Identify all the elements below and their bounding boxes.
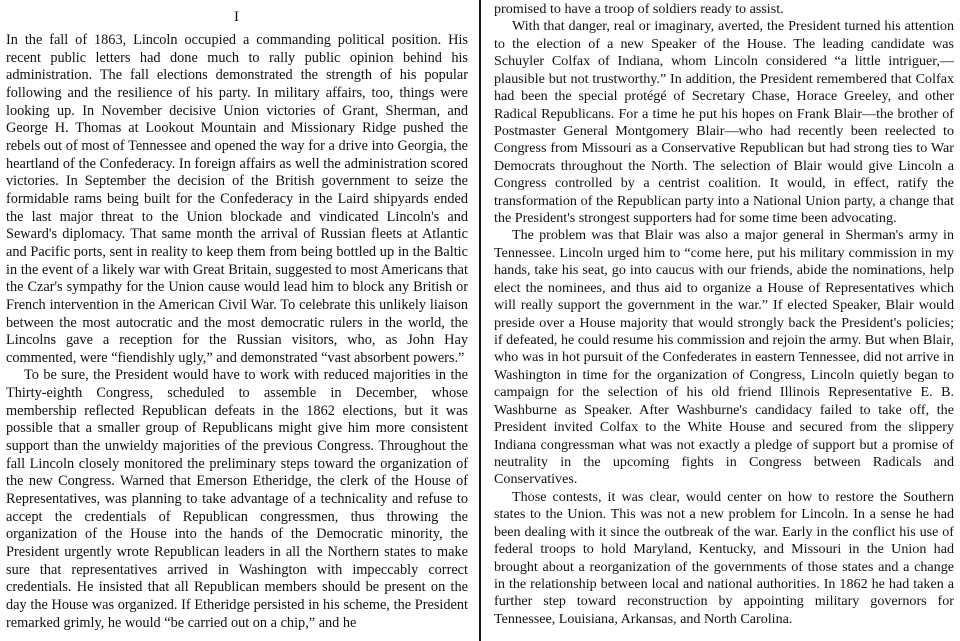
paragraph-2: To be sure, the President would have to work with reduced majorities in the Thirty-eighth Congress, scheduled to assemble in December, whose membership reflected Republican defeats in the 1862 elections, but it was possible that a smaller group of Republicans might give him more consistent support than the unwieldy majorities of the previous Congress. Throughout the fall Lincoln closely monitored the preliminary steps toward the organization of the new Congress. Warned that Emerson Etheridge, the clerk of the House of Representatives, was planning to take advantage of a technicality and refuse to accept the credentials of Republican congressmen, thus throwing the organization of the House into the hands of the Democratic minority, the President urgently wrote Republican leaders in all the Northern states to make sure that representatives arrived in Washington with impeccably correct credentials. He insisted that all Republican members should be present on the day the House was organized. If Etheridge persisted in his scheme, the President remarked grimly, he would “be carried out on a chip,” and he bbox=[6, 367, 468, 631]
paragraph-4: The problem was that Blair was also a major general in Sherman's army in Tennessee. Lincoln urged him to “come here, put his military commission in my hands, take his seat, go into caucus with our friends, abide the nominations, help elect the nominees, and thus aid to organize a House of Representatives which will really support the government in the war.” If elected Speaker, Blair would preside over a House majority that would strongly back the President's policies; if defeated, he could resume his commission and rejoin the army. But when Blair, who was in hot pursuit of the Confederates in eastern Tennessee, did not arrive in Washington in time for the organization of Congress, Lincoln quietly began to campaign for the selection of his old friend Illinois Representative E. B. Washburne as Speaker. After Washburne's candidacy failed to take off, the President invited Colfax to the White House and secured from the slippery Indiana congressman what was not exactly a pledge of support but a promise of neutrality in the upcoming fights in Congress between Radicals and Conservatives. bbox=[494, 227, 954, 488]
paragraph-5: Those contests, it was clear, would center on how to restore the Southern states to the Union. This was not a new problem for Lincoln. In a sense he had been dealing with it since the outbreak of the war. Early in the conflict his use of federal troops to hold Maryland, Kentucky, and Missouri in the Union had brought about a reorganization of the governments of those states and a change in the relationship between local and national authorities. In 1862 he had taken a further step toward reconstruction by appointing military governors for Tennessee, Louisiana, Arkansas, and North Carolina. bbox=[494, 488, 954, 627]
section-number: I bbox=[234, 9, 240, 25]
paragraph-1: In the fall of 1863, Lincoln occupied a commanding political position. His recent public letters had done much to rally public opinion behind his administration. The fall elections demonstrated the strength of his popular following and the resilience of his party. In military affairs, too, things were looking up. In November decisive Union victories of Grant, Sherman, and George H. Thomas at Lookout Mountain and Missionary Ridge pushed the rebels out of most of Tennessee and opened the way for a drive into Georgia, the heartland of the Confederacy. In foreign affairs as well the administration scored victories. In September the decision of the British government to seize the formidable rams being built for the Confederacy in the Laird shipyards ended the last major threat to the Union blockade and vindicated Lincoln's and Seward's diplomacy. That same month the arrival of Russian fleets at Atlantic and Pacific ports, sent in reality to keep them from being bottled up in the Baltic in the event of a likely war with Great Britain, suggested to most Americans that the Czar's sympathy for the Union cause would lead him to block any British or French intervention in the American Civil War. To celebrate this unlikely liaison between the most autocratic and the most democratic rulers in the world, the Lincolns gave a reception for the Russian visitors, who, as John Hay commented, were “fiendishly ugly,” and demonstrated “vast absorbent powers.” bbox=[6, 32, 468, 366]
paragraph-3: With that danger, real or imaginary, averted, the President turned his attention to the election of a new Speaker of the House. The leading candidate was Schuyler Colfax of Indiana, whom Lincoln considered “a little intriguer,—plausible but not trustworthy.” In addition, the President remembered that Colfax had been the special protégé of Secretary Chase, Horace Greeley, and other Radical Republicans. For a time he put his hopes on Frank Blair—the brother of Postmaster General Montgomery Blair—who had recently been reelected to Congress from Missouri as a Conservative Republican but had strong ties to War Democrats throughout the North. The selection of Blair would give Lincoln a Congress controlled by a centrist coalition. It would, in effect, ratify the transformation of the Republican party into a National Union party, a change that the President's strongest supporters had for some time been advocating. bbox=[494, 18, 954, 227]
page-gutter-divider bbox=[479, 0, 481, 641]
left-page bbox=[6, 0, 468, 641]
right-page bbox=[494, 0, 954, 641]
paragraph-continuation: promised to have a troop of soldiers ready to assist. bbox=[494, 1, 784, 17]
